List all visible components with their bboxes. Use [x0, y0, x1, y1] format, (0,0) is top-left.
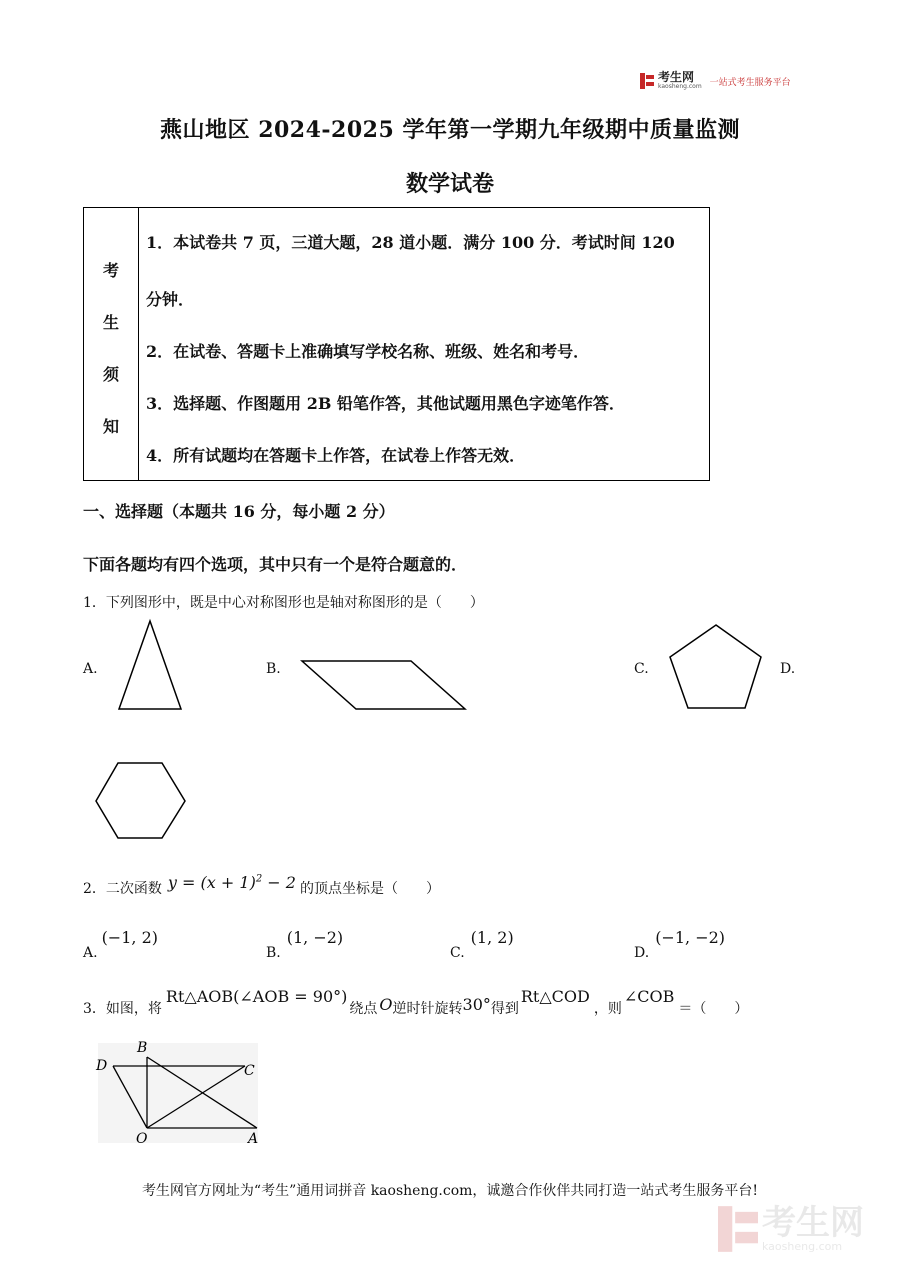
logo-name: 考生网: [658, 70, 695, 84]
watermark-text: [762, 1202, 864, 1253]
footer-text: 考生网官方网址为“考生”通用词拼音 kaosheng.com，诚邀合作伙伴共同打造一站式考生服务平台!: [141, 1183, 759, 1199]
pentagon-shape: [670, 625, 761, 708]
logo-slogan: 一站式考生服务平台: [709, 77, 791, 88]
q3-prefix: 3．如图，将: [83, 1001, 162, 1017]
q3-mid3: 得到: [490, 1001, 519, 1017]
watermark: [718, 1204, 864, 1254]
q3-angle: 30°: [462, 995, 491, 1014]
notice-item: 3．选择题、作图题用 2B 铅笔作答，其他试题用黑色字迹笔作答．: [146, 394, 625, 413]
q2-option-d: [634, 928, 726, 961]
q2-formula-tail: − 2: [262, 873, 296, 892]
notice-side-char: 考: [102, 261, 119, 280]
question-1-text: 1．下列图形中，既是中心对称图形也是轴对称图形的是（ ）: [83, 595, 484, 611]
q3-mid1: 绕点: [349, 1001, 378, 1017]
watermark-domain: kaosheng.com: [762, 1239, 843, 1253]
q2-formula-exp: 2: [255, 873, 263, 885]
exam-title: 燕山地区 2024-2025 学年第一学期九年级期中质量监测: [160, 117, 740, 143]
watermark-name: 考生网: [762, 1202, 864, 1243]
notice-side-char: 生: [102, 313, 119, 332]
q2-option-b-label: B.: [266, 945, 281, 961]
q2-option-d-value: (−1, −2): [655, 928, 726, 947]
exam-subtitle: 数学试卷: [405, 171, 494, 197]
figure-label-o: O: [136, 1131, 148, 1147]
q1-option-d-label: D.: [780, 661, 796, 677]
q1-option-b-label: B.: [266, 661, 281, 677]
section-heading: 一、选择题（本题共 16 分，每小题 2 分）: [83, 502, 395, 521]
figure-label-d: D: [96, 1058, 108, 1074]
q2-option-d-label: D.: [634, 945, 650, 961]
logo-domain: kaosheng.com: [658, 83, 702, 90]
figure-label-b: B: [137, 1040, 148, 1056]
notice-item: 2．在试卷、答题卡上准确填写学校名称、班级、姓名和考号．: [146, 342, 590, 361]
q2-option-c-label: C.: [450, 945, 465, 961]
figure-label-c: C: [244, 1063, 255, 1079]
q2-formula-main: y = (x + 1): [167, 873, 256, 892]
q3-point: O: [379, 995, 393, 1014]
q3-expr3: ∠COB: [623, 987, 675, 1006]
q2-option-b: [266, 928, 344, 961]
isosceles-triangle-shape: [119, 621, 181, 709]
notice-item: 4．所有试题均在答题卡上作答，在试卷上作答无效．: [146, 446, 526, 465]
watermark-logo-icon: [718, 1204, 758, 1254]
figure-label-a: A: [248, 1131, 259, 1147]
q3-mid4: ，则: [593, 1001, 622, 1017]
question-2: [83, 873, 440, 898]
q3-expr2: Rt△COD: [520, 987, 590, 1006]
q2-option-c-value: (1, 2): [470, 928, 514, 947]
hexagon-shape: [96, 763, 185, 838]
q2-option-c: [450, 928, 514, 961]
notice-item: 1．本试卷共 7 页，三道大题，28 道小题．满分 100 分．考试时间 120: [146, 233, 675, 252]
q3-mid2: 逆时针旋转: [392, 1001, 463, 1017]
q3-expr1: Rt△AOB(∠AOB = 90°): [165, 987, 348, 1006]
q2-formula: [168, 873, 296, 892]
q2-option-a: [83, 928, 158, 961]
notice-side-char: 须: [102, 365, 119, 384]
q2-prefix: 2．二次函数: [83, 881, 162, 897]
q2-option-a-label: A.: [83, 945, 98, 961]
q2-suffix: 的顶点坐标是（ ）: [299, 881, 440, 897]
q3-figure: [90, 1035, 270, 1147]
q1-option-c-label: C.: [634, 661, 649, 677]
q2-option-a-value: (−1, 2): [101, 928, 158, 947]
notice-side-char: 知: [102, 417, 119, 436]
section-instruction: 下面各题均有四个选项，其中只有一个是符合题意的．: [83, 555, 468, 574]
q1-option-a-label: A.: [83, 661, 98, 677]
notice-item: 分钟．: [146, 290, 195, 309]
parallelogram-shape: [302, 661, 465, 709]
q2-option-b-value: (1, −2): [286, 928, 344, 947]
q3-suffix: ＝（ ）: [678, 1001, 749, 1017]
question-3: [83, 987, 749, 1018]
